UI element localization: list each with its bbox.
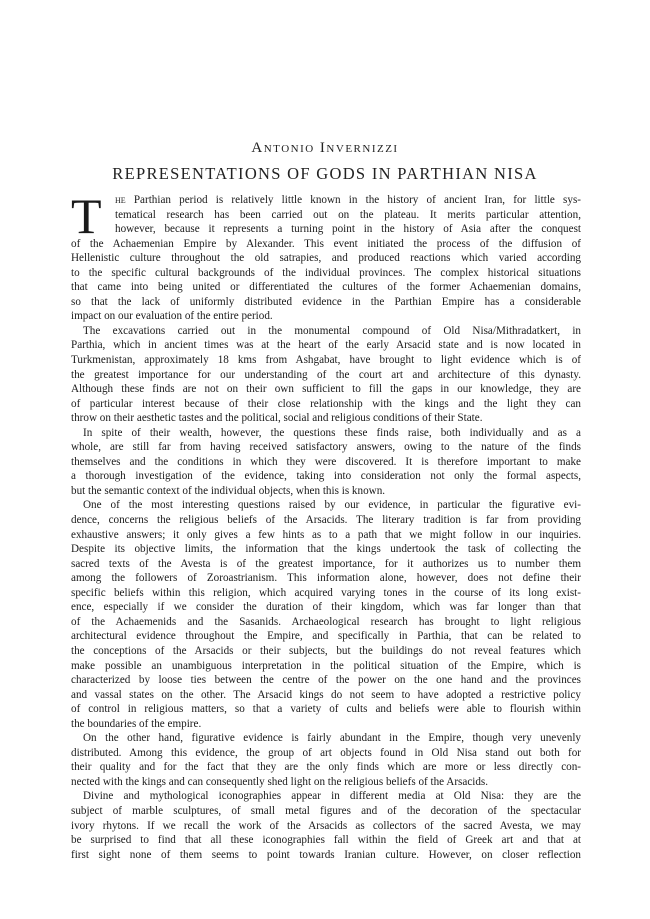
text-line: Hellenistic culture throughout the old satrapies, and produced reactions which varied according [71, 252, 581, 265]
text-line: dence, concerns the religious beliefs of the Arsacids. The literary tradition is far from providing [71, 514, 581, 527]
text-line: their quality and for the fact that they are the only finds which are more or less directly con- [71, 761, 581, 774]
paragraph-1 [71, 188, 581, 324]
text-line: nected with the kings and can consequently shed light on the religious beliefs of the Arsacids. [71, 775, 489, 788]
text-line: that came into being united or differentiated the cultures of the former Achaemenian domains, [71, 281, 581, 294]
text-line: of the Achaemenian Empire by Alexander. This event initiated the process of the diffusion of [71, 237, 581, 250]
text-line: impact on our evaluation of the entire period. [71, 310, 273, 323]
text-line: the greatest importance for our understanding of the court art and architecture of this dynasty. [71, 368, 581, 381]
text-line: distributed. Among this evidence, the group of art objects found in Old Nisa stand out both for [71, 746, 581, 759]
text-line: In spite of their wealth, however, the questions these finds raise, both individually and as a [83, 426, 581, 439]
text-line: exhaustive answers; it only gives a few hints as to a path that we might follow in our inquiries. [71, 528, 581, 541]
text-line: and vassal states on the other. The Arsacid kings do not seem to have adopted a restrictive policy [71, 688, 581, 701]
text-line: ivory rhytons. If we recall the work of the Arsacids as collectors of the sacred Avesta, we may [71, 819, 581, 832]
text-line: Turkmenistan, approximately 18 kms from Ashgabat, have brought to light evidence which is of [71, 354, 581, 367]
text-line: themselves and the conditions in which they were discovered. It is therefore important to make [71, 455, 581, 468]
text-line: On the other hand, figurative evidence is fairly abundant in the Empire, though very unevenly [83, 732, 581, 745]
text-line: One of the most interesting questions raised by our evidence, in particular the figurative evi- [83, 499, 581, 512]
text-line: to the specific cultural backgrounds of the individual provinces. The complex historical situations [71, 266, 581, 279]
text-line: however, because it represents a turning point in the history of Asia after the conquest [115, 223, 581, 236]
text-line: sacred texts of the Avesta is of the greatest importance, for it authorizes us to number them [71, 557, 581, 570]
text-line: The excavations carried out in the monumental compound of Old Nisa/Mithradatkert, in [83, 324, 581, 337]
text-line: but the semantic context of the individual objects, when this is known. [71, 484, 386, 497]
text-line: among the followers of Zoroastrianism. This information alone, however, does not define their [71, 572, 581, 585]
article-body [71, 188, 581, 862]
text-line: specific beliefs within this religion, which acquired varying tones in the course of its long exist- [71, 586, 581, 599]
text-line: subject of marble sculptures, of small metal figures and of the decoration of the spectacular [71, 804, 581, 817]
text-line: Although these finds are not on their own sufficient to fill the gaps in our knowledge, they are [71, 383, 581, 396]
drop-cap-letter: T [71, 188, 102, 244]
author-name: Antonio Invernizzi [251, 140, 399, 156]
text-line [71, 193, 581, 208]
first-word-smallcaps: he [115, 194, 126, 206]
text-line: a thorough investigation of the evidence, taking into consideration not only the formal aspects, [71, 470, 581, 483]
paragraph-5 [71, 731, 581, 789]
text-line: whole, are still far from having received satisfactory answers, owing to the nature of the finds [71, 441, 581, 454]
paragraph-6 [71, 789, 581, 862]
text-line: of control in religious matters, so that a variety of cults and beliefs were able to flourish within [71, 703, 581, 716]
text-line: of the Achaemenids and the Sasanids. Archaeological research has brought to light religious [71, 615, 581, 628]
text-line: ence, especially if we consider the duration of their kingdom, which was far longer than that [71, 601, 581, 614]
paragraph-2 [71, 324, 581, 426]
article-title: REPRESENTATIONS OF GODS IN PARTHIAN NISA [112, 164, 538, 183]
text-line-rest: Parthian period is relatively little known in the history of ancient Iran, for little sys- [125, 194, 581, 206]
text-line: the conceptions of the Arsacids or their subjects, but the buildings do not reveal features which [71, 644, 581, 657]
text-line: first sight none of them seems to point towards Iranian culture. However, on closer reflection [71, 848, 581, 861]
text-line: so that the lack of uniformly distributed evidence in the Parthian Empire has a considerable [71, 295, 581, 308]
paragraph-3 [71, 426, 581, 499]
text-line: Divine and mythological iconographies appear in different media at Old Nisa: they are the [83, 790, 581, 803]
text-line: architectural evidence throughout the Empire, and specifically in Parthia, that can be related to [71, 630, 581, 643]
text-line: throw on their aesthetic tastes and the political, social and religious conditions of their State. [71, 412, 483, 425]
paragraph-4 [71, 498, 581, 731]
text-line: characterized by loose ties between the centre of the power on the one hand and the provinces [71, 674, 581, 687]
text-line: of particular interest because of their close relationship with the kings and the light they can [71, 397, 581, 410]
text-line: be surprised to find that all these iconographies fall within the field of Greek art and that at [71, 834, 581, 847]
text-line: tematical research has been carried out on the plateau. It merits particular attention, [115, 208, 581, 221]
text-line: Parthia, which in ancient times was at the heart of the early Arsacid state and is now located in [71, 339, 581, 352]
text-line: Despite its objective limits, the information that the kings undertook the task of collecting the [71, 543, 581, 556]
text-line: make possible an unambiguous interpretation in the political situation of the Empire, which is [71, 659, 581, 672]
text-line: the boundaries of the empire. [71, 717, 202, 730]
